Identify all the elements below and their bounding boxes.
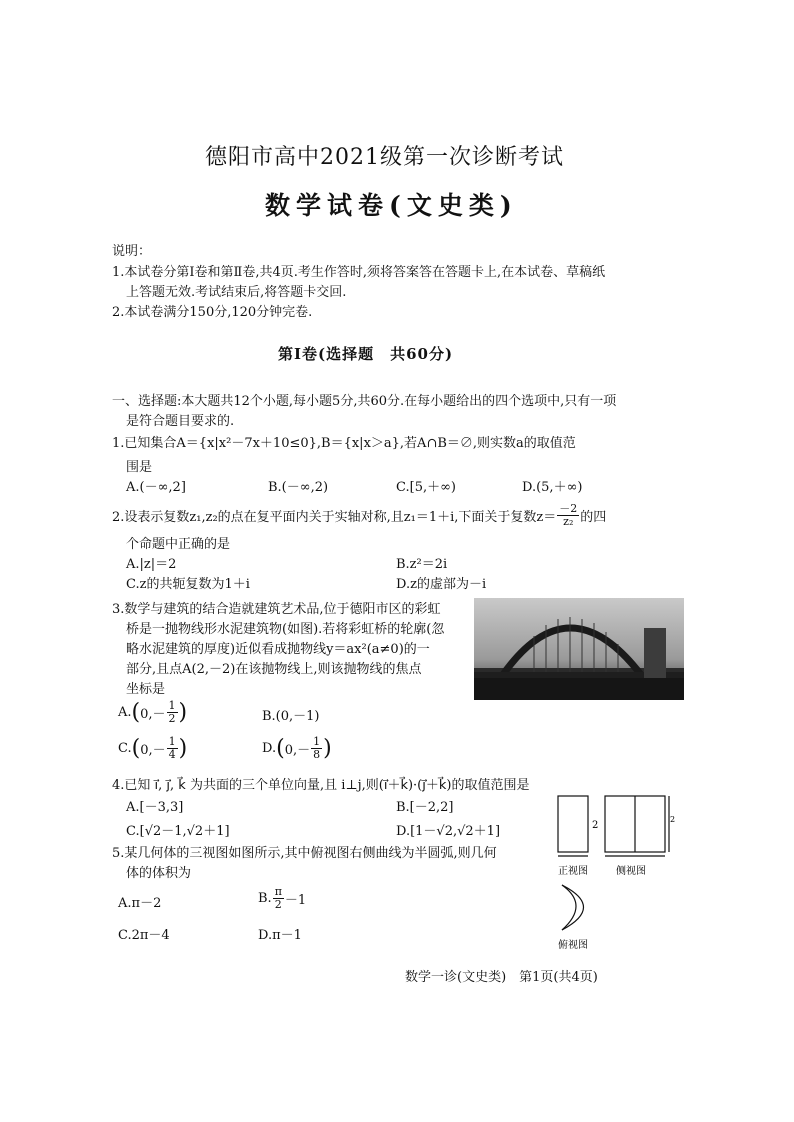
q3-line-4: 部分,且点A(2,－2)在该抛物线上,则该抛物线的焦点 bbox=[126, 662, 422, 677]
q3-a-den: 2 bbox=[168, 712, 176, 725]
q2-option-d: D.z的虚部为－i bbox=[396, 577, 487, 592]
q3-line-5: 坐标是 bbox=[126, 682, 166, 697]
q2-fraction bbox=[557, 503, 579, 528]
note-1-line-2: 上答题无效.考试结束后,将答题卡交回. bbox=[126, 285, 347, 300]
q3-d-num: 1 bbox=[313, 735, 321, 748]
q4-option-d: D.[1－√2,√2＋1] bbox=[396, 824, 501, 839]
q5-b-label: B. bbox=[258, 891, 272, 906]
top-view-label: 俯视图 bbox=[558, 940, 588, 951]
q3-line-2: 桥是一抛物线形水泥建筑物(如图).若将彩虹桥的轮廓(忽 bbox=[126, 622, 445, 637]
q2-option-b: B.z²＝2i bbox=[396, 557, 448, 572]
q3-d-open: ( bbox=[276, 736, 285, 761]
q2-stem-line-1 bbox=[112, 503, 606, 528]
q3-line-3: 略水泥建筑的厚度)近似看成抛物线y＝ax²(a≠0)的一 bbox=[126, 642, 430, 657]
notes-heading: 说明： bbox=[112, 244, 152, 259]
q3-option-a bbox=[118, 700, 187, 725]
q3-d-fraction bbox=[311, 736, 322, 761]
q3-d-label: D. bbox=[262, 741, 277, 756]
note-1-line-1: 1.本试卷分第Ⅰ卷和第Ⅱ卷,共4页.考生作答时,须将答案答在答题卡上,在本试卷、草稿纸 bbox=[112, 265, 606, 280]
q3-option-c bbox=[118, 736, 187, 761]
q2-stem-post: 的四 bbox=[580, 510, 607, 525]
front-dim-label: 2 bbox=[592, 820, 599, 831]
q3-a-label: A. bbox=[118, 705, 132, 720]
three-view-figure bbox=[550, 790, 675, 960]
part1-intro-line-1: 一、选择题:本大题共12个小题,每小题5分,共60分.在每小题给出的四个选项中,只有一项 bbox=[112, 394, 617, 409]
q3-line-1: 3.数学与建筑的结合造就建筑艺术品,位于德阳市区的彩虹 bbox=[112, 602, 441, 617]
q5-b-den: 2 bbox=[274, 898, 282, 911]
rainbow-bridge-photo bbox=[474, 598, 684, 700]
q2-option-c: C.z的共轭复数为1＋i bbox=[126, 577, 250, 592]
q1-option-b: B.(－∞,2) bbox=[268, 480, 329, 495]
q3-c-close: ) bbox=[178, 736, 188, 761]
front-view-label: 正视图 bbox=[558, 866, 588, 877]
q5-option-a: A.π－2 bbox=[118, 896, 162, 911]
q1-option-c: C.[5,＋∞) bbox=[396, 480, 456, 495]
side-view-label: 侧视图 bbox=[616, 866, 646, 877]
section-title: 第Ⅰ卷(选择题 共60分) bbox=[278, 345, 454, 363]
q5-b-fraction bbox=[273, 886, 284, 911]
q5-b-num: π bbox=[274, 885, 282, 898]
q2-frac-num: －2 bbox=[559, 502, 578, 515]
page-footer: 数学一诊(文史类) 第1页(共4页) bbox=[405, 970, 598, 985]
q2-stem-line-2: 个命题中正确的是 bbox=[126, 537, 231, 552]
q3-c-text: 0,－ bbox=[140, 743, 166, 758]
front-view bbox=[558, 796, 588, 852]
q3-a-text: 0,－ bbox=[140, 707, 166, 722]
q1-option-a: A.(－∞,2] bbox=[126, 480, 186, 495]
q3-d-close: ) bbox=[323, 736, 332, 761]
q3-a-fraction bbox=[167, 700, 178, 725]
q1-stem-line-2: 围是 bbox=[126, 460, 153, 475]
note-2: 2.本试卷满分150分,120分钟完卷. bbox=[112, 305, 313, 320]
part1-intro-line-2: 是符合题目要求的. bbox=[126, 414, 235, 429]
q5-line-1: 5.某几何体的三视图如图所示,其中俯视图右侧曲线为半圆弧,则几何 bbox=[112, 846, 497, 861]
q4-stem: 4.已知 i⃗, j⃗, k⃗ 为共面的三个单位向量,且 i⊥j,则(i⃗＋k⃗)·(j⃗＋k⃗)的取值范围是 bbox=[112, 778, 530, 793]
q4-option-a: A.[－3,3] bbox=[126, 800, 184, 815]
q3-c-open: ( bbox=[131, 736, 141, 761]
q3-option-d bbox=[262, 736, 332, 761]
q3-c-label: C. bbox=[118, 741, 132, 756]
q1-option-d: D.(5,＋∞) bbox=[522, 480, 583, 495]
q5-line-2: 体的体积为 bbox=[126, 866, 192, 881]
q2-frac-den: z₂ bbox=[563, 515, 574, 528]
q3-c-num: 1 bbox=[168, 735, 176, 748]
q3-a-num: 1 bbox=[168, 699, 176, 712]
side-dim-label: 2 bbox=[670, 815, 675, 824]
top-view-arc-right bbox=[562, 885, 584, 930]
q1-stem-line-1: 1.已知集合A＝{x|x²－7x＋10≤0},B＝{x|x＞a},若A∩B＝∅,则实数a的取值范 bbox=[112, 436, 576, 451]
q3-c-fraction bbox=[167, 736, 178, 761]
q2-option-a: A.|z|＝2 bbox=[126, 557, 177, 572]
q3-a-close: ) bbox=[178, 700, 188, 725]
paper-subtitle: 数学试卷(文史类) bbox=[265, 191, 518, 220]
q4-option-b: B.[－2,2] bbox=[396, 800, 454, 815]
q3-c-den: 4 bbox=[168, 748, 176, 761]
q3-d-den: 8 bbox=[313, 748, 321, 761]
q2-stem-pre: 2.设表示复数z₁,z₂的点在复平面内关于实轴对称,且z₁＝1＋i,下面关于复数z＝ bbox=[112, 510, 557, 525]
q5-option-d: D.π－1 bbox=[258, 928, 302, 943]
q5-option-b bbox=[258, 886, 306, 911]
q3-option-b: B.(0,－1) bbox=[262, 709, 320, 724]
q5-option-c: C.2π－4 bbox=[118, 928, 170, 943]
q3-a-open: ( bbox=[131, 700, 141, 725]
q3-d-text: 0,－ bbox=[284, 743, 311, 758]
q4-option-c: C.[√2－1,√2＋1] bbox=[126, 824, 230, 839]
exam-title: 德阳市高中2021级第一次诊断考试 bbox=[205, 145, 564, 170]
q5-b-suffix: －1 bbox=[284, 893, 307, 908]
